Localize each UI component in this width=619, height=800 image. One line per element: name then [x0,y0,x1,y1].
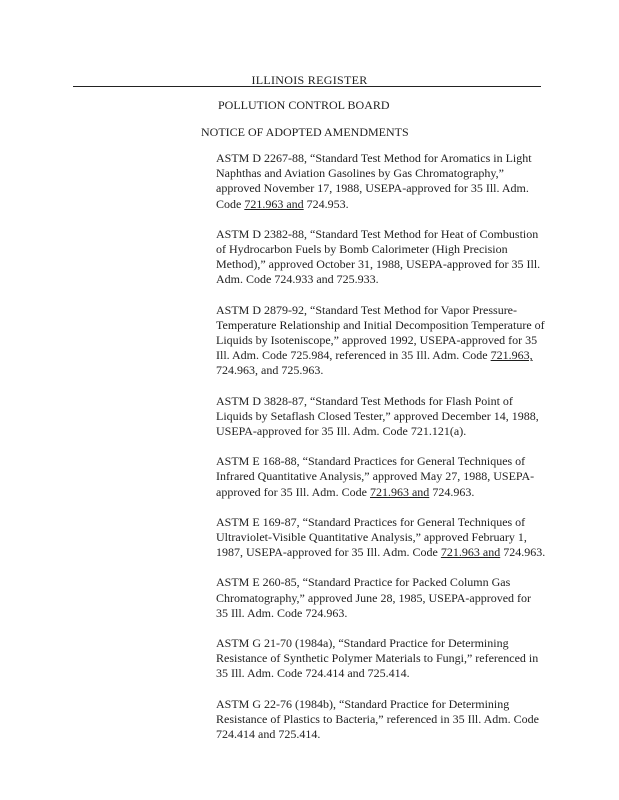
entry-text: ASTM E 169-87, “Standard Practices for General Techniques of Ultraviolet-Visible Quantitative Analysis,” approved February 1, 1987, USEPA-approved for 35 Ill. Adm. Code [216,514,527,560]
reference-entry [216,575,546,621]
entry-text: ASTM G 22-76 (1984b), “Standard Practice for Determining Resistance of Plastics to Bacteria,” referenced in 35 Ill. Adm. Code 724.414 and 725.414. [216,696,539,742]
register-title: ILLINOIS REGISTER [251,73,368,87]
entry-text: ASTM D 3828-87, “Standard Test Methods for Flash Point of Liquids by Setaflash Closed Tester,” approved December 14, 1988, USEPA-approved for 35 Ill. Adm. Code 721.121(a). [216,393,539,439]
reference-entry [216,697,546,743]
entry-text-end: 724.963. [500,545,546,560]
board-title: POLLUTION CONTROL BOARD [218,98,390,112]
underlined-amendment: 721.963 and [369,484,430,499]
underlined-amendment: 721.963 and [440,545,501,560]
entry-text-end: 724.963, and 725.963. [216,363,324,378]
underlined-amendment: 721.963 and [244,196,304,211]
reference-list [216,151,546,757]
reference-entry [216,303,546,379]
entry-text: ASTM D 2382-88, “Standard Test Method for Heat of Combustion of Hydrocarbon Fuels by Bomb Calorimeter (High Precision Method),” approved October 31, 1988, USEPA-approved for 35 Ill. Adm. Code 724.933 and 725.933. [216,226,541,287]
reference-entry [216,636,546,682]
reference-entry [216,227,546,288]
notice-title: NOTICE OF ADOPTED AMENDMENTS [201,125,409,139]
reference-entry [216,151,546,212]
entry-text: ASTM D 2879-92, “Standard Test Method for Vapor Pressure-Temperature Relationship and Initial Decomposition Temperature of Liquids by Isoteniscope,” approved 1992, USEPA-approved for 35 Ill. Adm. Code 725.984, referenced in 35 Ill. Adm. Code [216,302,545,363]
entry-text: ASTM D 2267-88, “Standard Test Method for Aromatics in Light Naphthas and Aviation Gasolines by Gas Chromatography,” approved November 17, 1988, USEPA-approved for 35 Ill. Adm. Code [216,151,532,211]
header-rule [73,86,541,87]
reference-entry [216,454,546,500]
entry-text-end: 724.953. [303,196,349,211]
entry-text: ASTM E 260-85, “Standard Practice for Packed Column Gas Chromatography,” approved June 28, 1985, USEPA-approved for 35 Ill. Adm. Code 724.963. [216,575,532,620]
entry-text: ASTM G 21-70 (1984a), “Standard Practice for Determining Resistance of Synthetic Polymer Materials to Fungi,” referenced in 35 Ill. Adm. Code 724.414 and 725.414. [216,636,539,681]
underlined-amendment: 721.963, [490,348,533,363]
entry-text: ASTM E 168-88, “Standard Practices for General Techniques of Infrared Quantitative Analysis,” approved May 27, 1988, USEPA-approved for 35 Ill. Adm. Code [216,454,535,499]
reference-entry [216,515,546,561]
reference-entry [216,394,546,440]
entry-text-end: 724.963. [429,484,475,499]
